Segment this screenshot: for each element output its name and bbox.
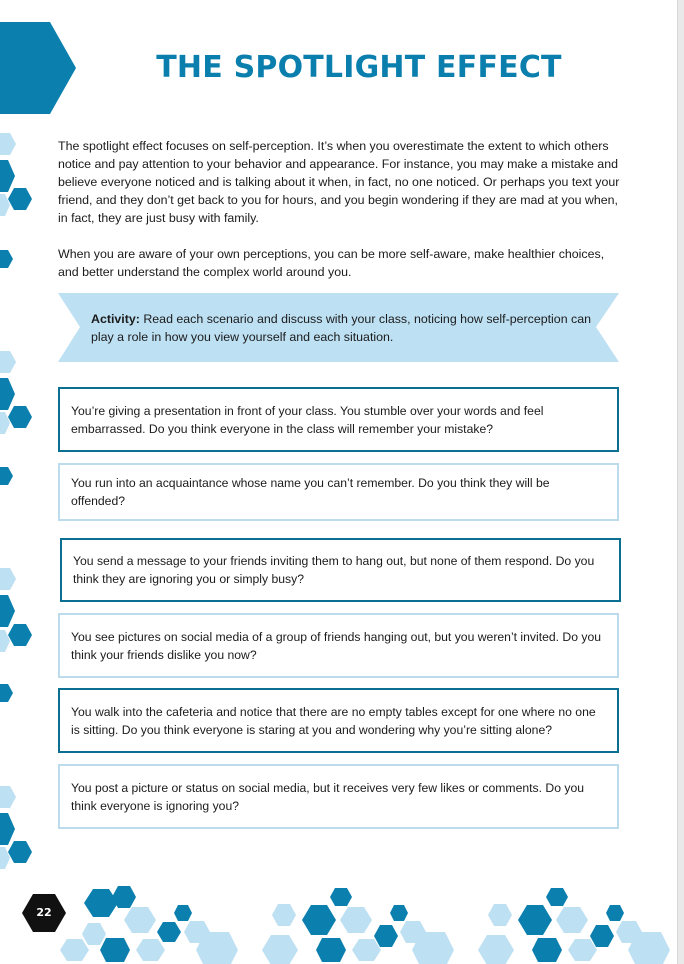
- scenario-box: [58, 387, 619, 452]
- scenario-text: You send a message to your friends inviting them to hang out, but none of them respond. Do you think they are ignoring you or simply busy?: [73, 554, 595, 586]
- page-number: 22: [36, 906, 52, 919]
- activity-instructions: [91, 310, 591, 346]
- scenario-box: [58, 613, 619, 678]
- left-edge-hexagons: [0, 133, 32, 869]
- activity-text: Read each scenario and discuss with your class, noticing how self-perception can play a role in how you view yourself and each situation.: [91, 312, 592, 344]
- scenario-text: You see pictures on social media of a group of friends hanging out, but you weren’t invited. Do you think your friends dislike you now?: [71, 629, 602, 662]
- scenario-text: You post a picture or status on social media, but it receives very few likes or comments. Do you think everyone is ignoring you?: [71, 780, 585, 813]
- scenario-box: [58, 463, 619, 521]
- page-title: THE SPOTLIGHT EFFECT: [156, 50, 562, 85]
- scenario-text: You run into an acquaintance whose name you can’t remember. Do you think they will be offended?: [71, 476, 550, 508]
- scenario-text: You walk into the cafeteria and notice that there are no empty tables except for one where no one is sitting. Do you think everyone is staring at you and wondering why you’re sitting alone?: [71, 704, 596, 737]
- awareness-paragraph: When you are aware of your own perceptions, you can be more self-aware, make healthier choices, and better understand the complex world around you.: [58, 247, 605, 279]
- scenario-box: [60, 538, 621, 602]
- page-number-badge: [22, 893, 66, 933]
- bottom-hexagons: [60, 886, 670, 964]
- activity-label: Activity:: [91, 312, 140, 326]
- intro-paragraph: The spotlight effect focuses on self-perception. It’s when you overestimate the extent to which others notice and pay attention to your behavior and appearance. For instance, you may make a mistake and believe everyone noticed and is talking about it when, in fact, no one noticed. Or perhaps you text your friend, and they don’t get back to you for hours, and you begin wondering if they are mad at you when, in fact, they are just busy with family.: [58, 139, 620, 225]
- scenario-box: [58, 688, 619, 753]
- scenario-text: You’re giving a presentation in front of your class. You stumble over your words and feel embarrassed. Do you think everyone in the class will remember your mistake?: [71, 403, 544, 436]
- page-edge: [677, 0, 684, 964]
- scenario-box: [58, 764, 619, 829]
